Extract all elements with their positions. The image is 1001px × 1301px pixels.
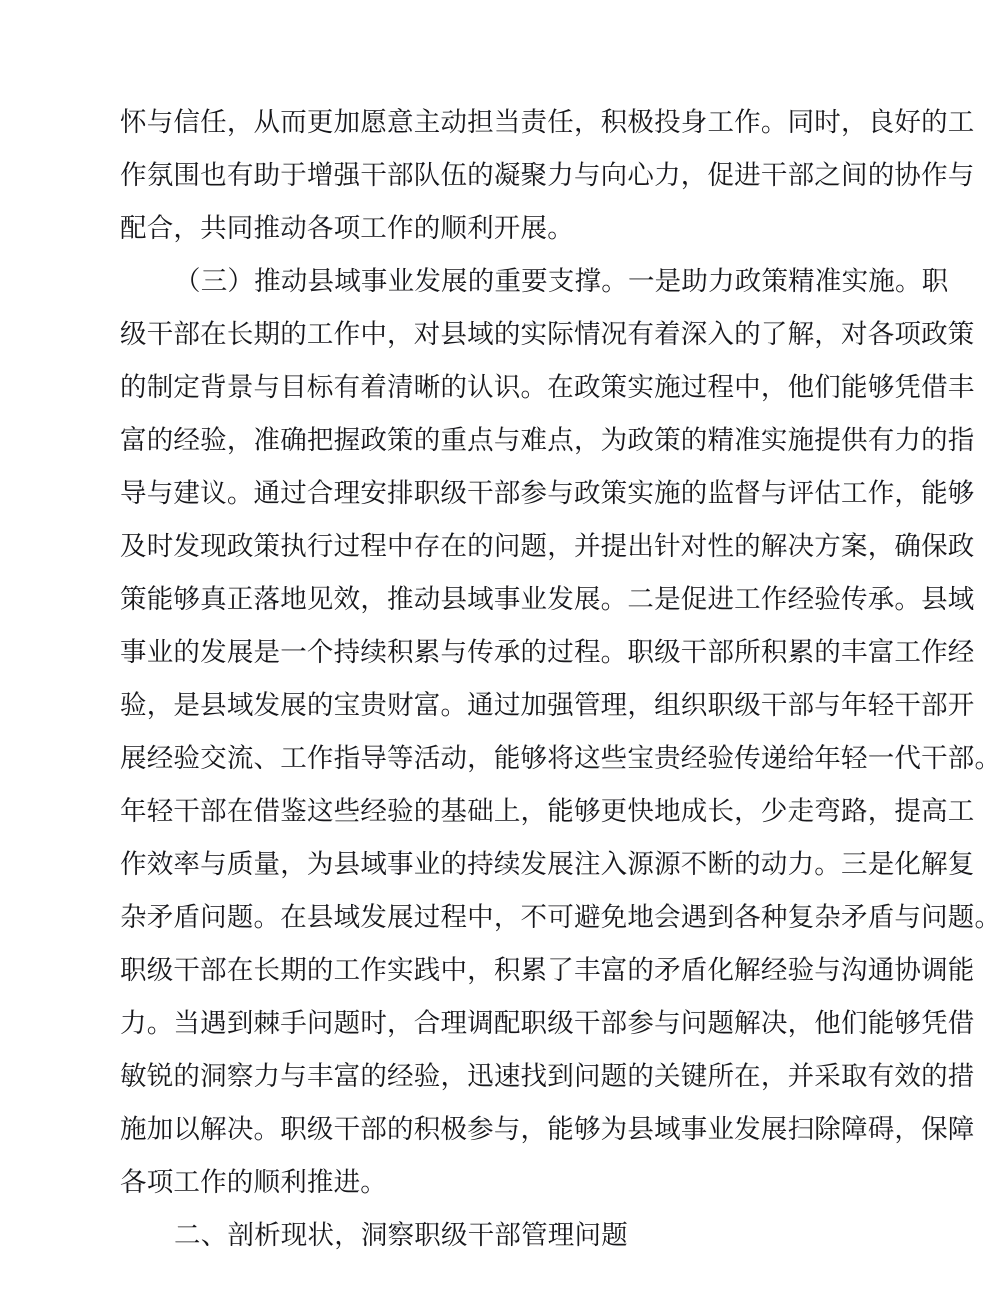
text-line: 怀 与 信 任 ， 从 而 更 加 愿 意 主 动 担 当 责 任 ， 积 极 投 身 工 作 。 同 时 ， 良 好 的 工	[120, 107, 975, 138]
text-line: 各项工作的顺利推进。	[120, 1167, 387, 1198]
text-line: 职 级 干 部 在 长 期 的 工 作 实 践 中 ， 积 累 了 丰 富 的 矛 盾 化 解 经 验 与 沟 通 协 调 能	[120, 955, 975, 986]
text-line: 杂 矛 盾 问 题 。 在 县 域 发 展 过 程 中 ， 不 可 避 免 地 会 遇 到 各 种 复 杂 矛 盾 与 问 题 。	[120, 902, 1001, 933]
text-line: 展 经 验 交 流 、 工 作 指 导 等 活 动 ， 能 够 将 这 些 宝 贵 经 验 传 递 给 年 轻 一 代 干 部 。	[120, 743, 1001, 774]
text-line: 作 氛 围 也 有 助 于 增 强 干 部 队 伍 的 凝 聚 力 与 向 心 力 ， 促 进 干 部 之 间 的 协 作 与	[120, 160, 975, 191]
section-heading	[120, 1209, 780, 1262]
text-line: 年 轻 干 部 在 借 鉴 这 些 经 验 的 基 础 上 ， 能 够 更 快 地 成 长 ， 少 走 弯 路 ， 提 高 工	[120, 796, 975, 827]
text-line: 力 。 当 遇 到 棘 手 问 题 时 ， 合 理 调 配 职 级 干 部 参 与 问 题 解 决 ， 他 们 能 够 凭 借	[120, 1008, 975, 1039]
text-line: 及 时 发 现 政 策 执 行 过 程 中 存 在 的 问 题 ， 并 提 出 针 对 性 的 解 决 方 案 ， 确 保 政	[120, 531, 975, 562]
body-paragraph	[120, 96, 975, 255]
text-line: 事 业 的 发 展 是 一 个 持 续 积 累 与 传 承 的 过 程 。 职 级 干 部 所 积 累 的 丰 富 工 作 经	[120, 637, 975, 668]
text-line: 作 效 率 与 质 量 ， 为 县 域 事 业 的 持 续 发 展 注 入 源 源 不 断 的 动 力 。 三 是 化 解 复	[120, 849, 975, 880]
body-paragraph	[120, 255, 1001, 1209]
text-line: 策 能 够 真 正 落 地 见 效 ， 推 动 县 域 事 业 发 展 。 二 是 促 进 工 作 经 验 传 承 。 县 域	[120, 584, 975, 615]
text-line: 导 与 建 议 。 通 过 合 理 安 排 职 级 干 部 参 与 政 策 实 施 的 监 督 与 评 估 工 作 ， 能 够	[120, 478, 975, 509]
text-line: 配合，共同推动各项工作的顺利开展。	[120, 213, 574, 244]
document-text-column	[120, 96, 1001, 1262]
text-line: （ 三 ） 推 动 县 域 事 业 发 展 的 重 要 支 撑 。 一 是 助 力 政 策 精 准 实 施 。 职	[174, 266, 949, 297]
text-line: 敏 锐 的 洞 察 力 与 丰 富 的 经 验 ， 迅 速 找 到 问 题 的 关 键 所 在 ， 并 采 取 有 效 的 措	[120, 1061, 975, 1092]
text-line: 富 的 经 验 ， 准 确 把 握 政 策 的 重 点 与 难 点 ， 为 政 策 的 精 准 实 施 提 供 有 力 的 指	[120, 425, 975, 456]
heading-line: 二、剖析现状，洞察职级干部管理问题	[174, 1220, 628, 1251]
text-line: 的 制 定 背 景 与 目 标 有 着 清 晰 的 认 识 。 在 政 策 实 施 过 程 中 ， 他 们 能 够 凭 借 丰	[120, 372, 975, 403]
text-line: 级 干 部 在 长 期 的 工 作 中 ， 对 县 域 的 实 际 情 况 有 着 深 入 的 了 解 ， 对 各 项 政 策	[120, 319, 975, 350]
text-line: 验 ， 是 县 域 发 展 的 宝 贵 财 富 。 通 过 加 强 管 理 ， 组 织 职 级 干 部 与 年 轻 干 部 开	[120, 690, 975, 721]
text-line: 施 加 以 解 决 。 职 级 干 部 的 积 极 参 与 ， 能 够 为 县 域 事 业 发 展 扫 除 障 碍 ， 保 障	[120, 1114, 975, 1145]
